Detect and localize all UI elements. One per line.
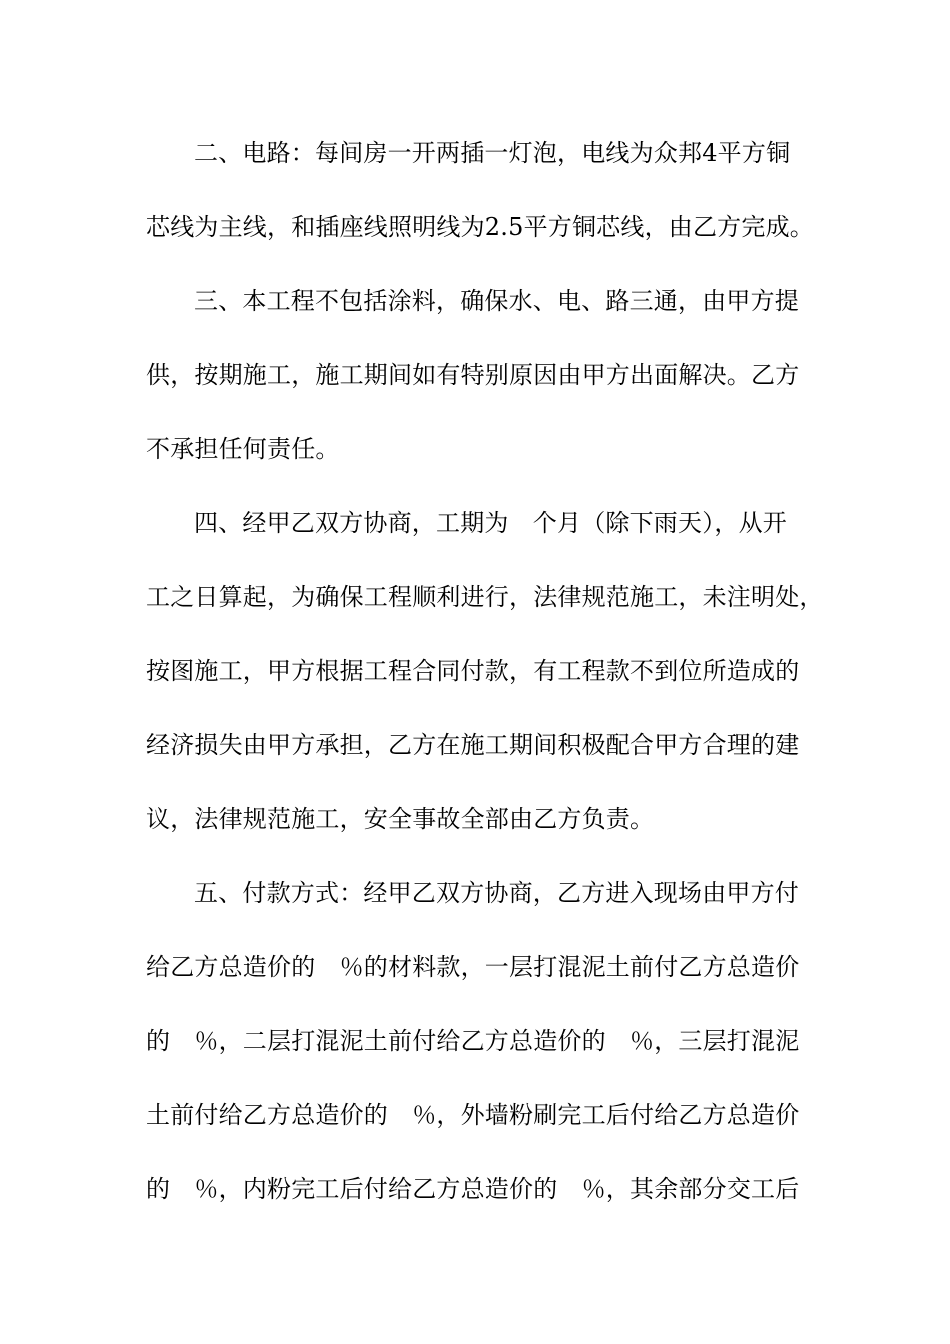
paragraph-5-line-5: 的 ％，内粉完工后付给乙方总造价的 ％，其余部分交工后 <box>146 1175 800 1203</box>
paragraph-4-line-2: 工之日算起，为确保工程顺利进行，法律规范施工，未注明处， <box>146 583 824 611</box>
paragraph-3-line-3: 不承担任何责任。 <box>146 435 340 463</box>
paragraph-5-line-3: 的 ％，二层打混泥土前付给乙方总造价的 ％，三层打混泥 <box>146 1027 800 1055</box>
paragraph-3-line-2: 供，按期施工，施工期间如有特别原因由甲方出面解决。乙方 <box>146 361 800 389</box>
paragraph-5-line-1: 五、付款方式：经甲乙双方协商，乙方进入现场由甲方付 <box>194 879 799 907</box>
paragraph-4-line-1: 四、经甲乙双方协商，工期为 个月（除下雨天），从开 <box>194 509 787 537</box>
paragraph-4-line-4: 经济损失由甲方承担，乙方在施工期间积极配合甲方合理的建 <box>146 731 800 759</box>
paragraph-2-line-2: 芯线为主线，和插座线照明线为2.5平方铜芯线，由乙方完成。 <box>146 213 814 241</box>
paragraph-4-line-5: 议，法律规范施工，安全事故全部由乙方负责。 <box>146 805 655 833</box>
paragraph-2-line-1: 二、电路：每间房一开两插一灯泡，电线为众邦4平方铜 <box>194 139 791 167</box>
paragraph-3-line-1: 三、本工程不包括涂料，确保水、电、路三通，由甲方提 <box>194 287 799 315</box>
paragraph-5-line-2: 给乙方总造价的 ％的材料款，一层打混泥土前付乙方总造价 <box>146 953 800 981</box>
paragraph-5-line-4: 土前付给乙方总造价的 ％，外墙粉刷完工后付给乙方总造价 <box>146 1101 800 1129</box>
paragraph-4-line-3: 按图施工，甲方根据工程合同付款，有工程款不到位所造成的 <box>146 657 800 685</box>
